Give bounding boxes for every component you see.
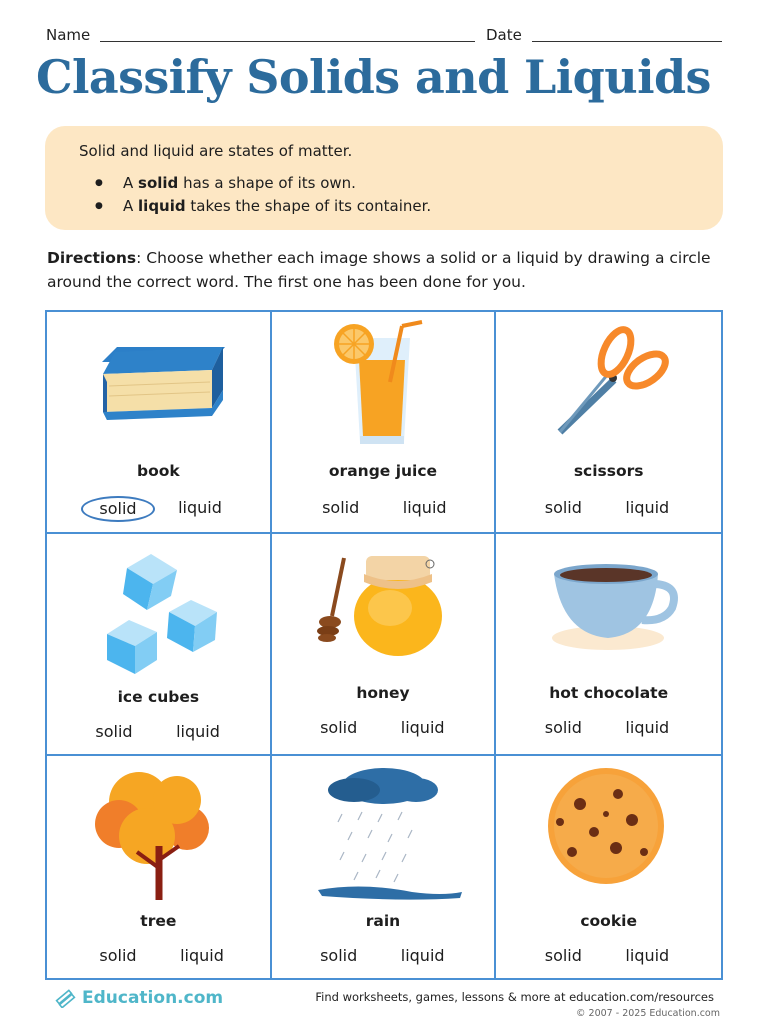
item-cell-scissors	[496, 312, 721, 534]
item-label: hot chocolate	[549, 684, 669, 702]
scissors-image	[496, 312, 720, 462]
solid-option[interactable]: solid	[320, 946, 358, 965]
directions-text: : Choose whether each image shows a solid or a liquid by drawing a circle around the correct word. The first one has been done for you.	[47, 249, 711, 291]
item-cell-ice-cubes	[47, 534, 272, 756]
liquid-option[interactable]: liquid	[400, 718, 445, 737]
liquid-option[interactable]: liquid	[625, 718, 670, 737]
solid-option[interactable]: solid	[544, 946, 582, 965]
solid-option[interactable]: solid	[99, 946, 137, 965]
date-label: Date	[486, 26, 522, 44]
solid-option[interactable]: solid	[320, 718, 358, 737]
book-stack-icon	[54, 986, 76, 1008]
footer-logo[interactable]	[54, 986, 223, 1008]
page-title: Classify Solids and Liquids	[36, 50, 711, 104]
item-label: rain	[365, 912, 401, 930]
liquid-option[interactable]: liquid	[625, 498, 670, 517]
info-box	[45, 126, 723, 230]
item-cell-book	[47, 312, 272, 534]
cookie-image	[496, 756, 720, 906]
tree-image	[47, 756, 271, 906]
book-image	[47, 312, 271, 462]
name-label: Name	[46, 26, 91, 44]
footer-copyright: © 2007 - 2025 Education.com	[576, 1008, 720, 1019]
info-bullet-solid: ● A solid has a shape of its own.	[95, 172, 431, 195]
item-cell-orange-juice	[272, 312, 497, 534]
footer-text[interactable]: Find worksheets, games, lessons & more at education.com/resources	[315, 990, 714, 1004]
item-cell-hot-chocolate	[496, 534, 721, 756]
item-cell-tree	[47, 756, 272, 978]
hot-chocolate-image	[496, 534, 720, 684]
liquid-option[interactable]: liquid	[180, 946, 224, 965]
item-cell-honey	[272, 534, 497, 756]
item-label: scissors	[573, 462, 644, 480]
solid-option[interactable]: solid	[81, 496, 155, 522]
name-line[interactable]	[100, 41, 475, 42]
solid-option[interactable]: solid	[95, 722, 133, 741]
item-label: book	[136, 462, 180, 480]
item-label: honey	[356, 684, 410, 702]
liquid-option[interactable]: liquid	[178, 498, 222, 517]
logo-text: Education.com	[82, 988, 224, 1008]
item-label: orange juice	[328, 462, 438, 480]
orange-juice-image	[272, 312, 496, 462]
directions-label: Directions	[47, 249, 137, 267]
info-bullet-liquid: ● A liquid takes the shape of its container.	[95, 195, 431, 218]
item-label: cookie	[580, 912, 637, 930]
item-grid	[45, 310, 723, 980]
honey-image	[272, 534, 496, 684]
rain-image	[272, 756, 496, 906]
date-line[interactable]	[532, 41, 722, 42]
item-label: ice cubes	[117, 688, 200, 706]
solid-option[interactable]: solid	[544, 718, 582, 737]
item-cell-cookie	[496, 756, 721, 978]
liquid-option[interactable]: liquid	[400, 946, 445, 965]
directions	[47, 246, 727, 294]
liquid-option[interactable]: liquid	[402, 498, 447, 517]
item-cell-rain	[272, 756, 497, 978]
liquid-option[interactable]: liquid	[625, 946, 670, 965]
info-intro: Solid and liquid are states of matter.	[79, 142, 353, 160]
liquid-option[interactable]: liquid	[176, 722, 220, 741]
solid-option[interactable]: solid	[322, 498, 360, 517]
item-label: tree	[140, 912, 177, 930]
solid-option[interactable]: solid	[544, 498, 582, 517]
info-list	[95, 172, 431, 218]
ice-cubes-image	[47, 534, 271, 684]
